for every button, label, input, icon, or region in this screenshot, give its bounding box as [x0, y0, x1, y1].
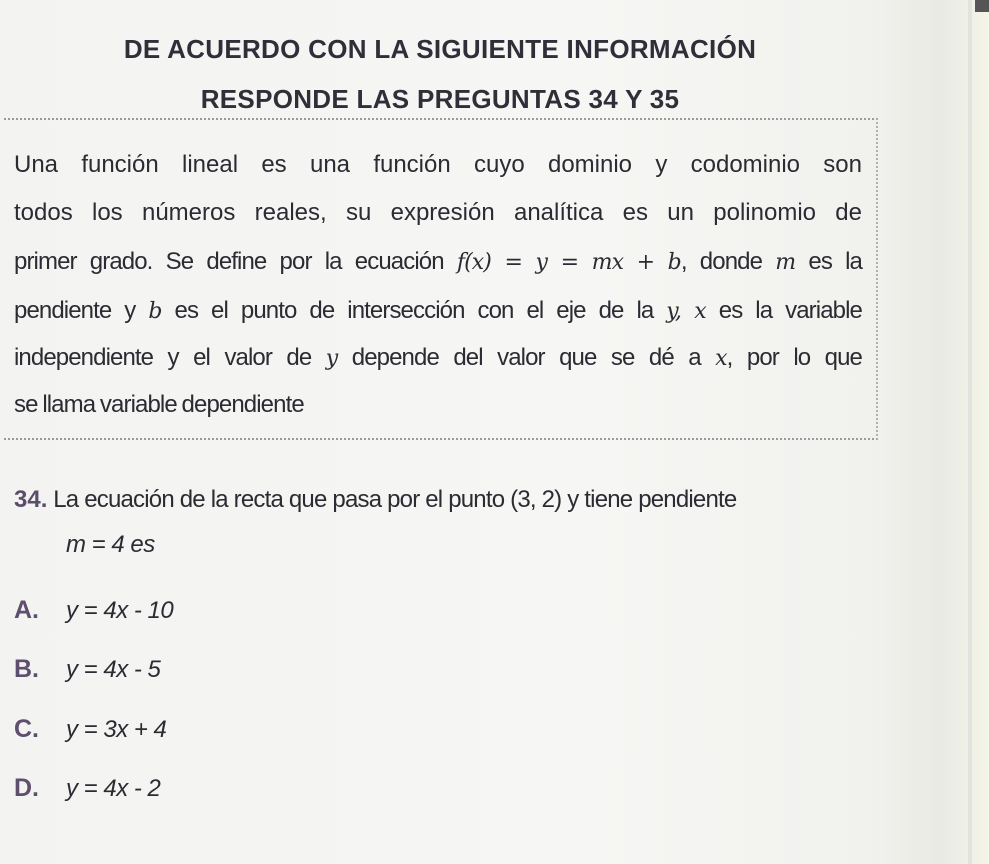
variable: b [148, 299, 162, 324]
passage-line [14, 343, 862, 374]
page-edge [968, 0, 972, 864]
option-letter: C. [14, 715, 39, 743]
option-letter: D. [14, 774, 39, 802]
text: es la variable [705, 297, 862, 324]
variable: y, x [666, 299, 706, 324]
option-c[interactable] [14, 715, 166, 744]
text: depende del valor que se dé a [337, 344, 716, 371]
equation: f(x) = y = mx + b [456, 250, 681, 275]
text: primer grado. Se define por la ecuación [14, 248, 457, 275]
section-heading: DE ACUERDO CON LA SIGUIENTE INFORMACIÓN [123, 34, 757, 64]
option-d[interactable] [14, 774, 160, 803]
option-letter: B. [14, 655, 39, 683]
page-corner [975, 0, 989, 12]
text: , por lo que [726, 344, 863, 371]
option-value: y = 3x + 4 [66, 716, 167, 743]
passage-line: se llama variable dependiente [14, 391, 304, 418]
passage-line [14, 296, 862, 327]
question-text: La ecuación de la recta que pasa por el punto (3, 2) y tiene pendiente [53, 486, 737, 513]
text: independiente y el valor de [14, 344, 326, 371]
question-text-cont: m = 4 es [66, 531, 155, 558]
text: es la [795, 248, 863, 275]
variable: m [775, 250, 796, 275]
text: es el punto de intersección con el eje de la [161, 297, 667, 324]
question-34 [14, 486, 736, 514]
variable: x [715, 346, 727, 371]
question-number: 34. [14, 486, 48, 513]
option-value: y = 4x - 10 [66, 597, 174, 624]
option-a[interactable] [14, 596, 173, 625]
option-b[interactable] [14, 655, 160, 684]
option-letter: A. [14, 596, 39, 624]
variable: y [325, 346, 338, 371]
passage-line [14, 247, 862, 278]
passage-line: todos los números reales, su expresión analítica es un polinomio de [14, 199, 862, 226]
section-subheading: RESPONDE LAS PREGUNTAS 34 Y 35 [200, 84, 680, 114]
text: , donde [680, 248, 776, 275]
option-value: y = 4x - 2 [66, 775, 161, 802]
passage-line: Una función lineal es una función cuyo dominio y codominio son [14, 151, 862, 178]
option-value: y = 4x - 5 [66, 656, 161, 683]
text: pendiente y [14, 297, 149, 324]
